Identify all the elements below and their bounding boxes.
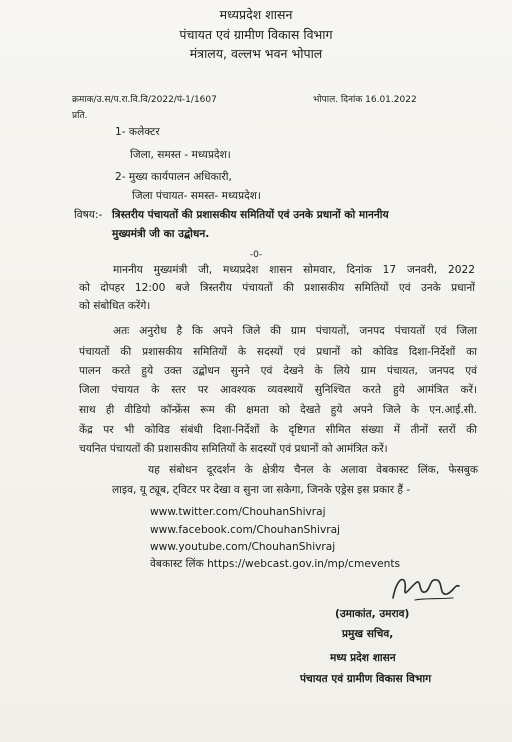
signatory-designation: प्रमुख सचिव,	[342, 628, 394, 640]
para2-line-4: जिला पंचायत के स्तर पर आवश्यक व्यवस्थायें सुनिश्चित करते हुये आमंत्रित करें।	[79, 384, 477, 396]
subject-line-2: मुख्यमंत्री जी का उद्बोधन.	[112, 228, 210, 240]
para1-line-1: माननीय मुख्यमंत्री जी, मध्यप्रदेश शासन सोमवार, दिनांक 17 जनवरी, 2022	[113, 264, 475, 276]
para2-line-1: अतः अनुरोध है कि अपने जिले की ग्राम पंचायतों, जनपद पंचायतों एवं जिला	[113, 325, 477, 337]
signatory-name: (उमाकांत, उमराव)	[335, 608, 410, 620]
prati-label: प्रति.	[72, 111, 88, 121]
para1-line-3: को संबोधित करेंगे।	[79, 300, 151, 312]
para1-line-2: को दोपहर 12:00 बजे त्रिस्तरीय पंचायतों की प्रशासकीय समितियों एवं उनके प्रधानों	[79, 282, 475, 294]
reference-number: क्रमाक/उ.स/प.रा.वि.वि/2022/पं-1/1607	[72, 95, 217, 105]
para2-line-2: पंचायतों की प्रशासकीय समितियों के सदस्यों एवं प्रधानों को कोविड दिशा-निर्देशों का	[79, 346, 477, 358]
youtube-link[interactable]: www.youtube.com/ChouhanShivraj	[150, 541, 336, 553]
recipient-1-scope: जिला, समस्त - मध्यप्रदेश।	[130, 149, 231, 161]
facebook-link[interactable]: www.facebook.com/ChouhanShivraj	[150, 524, 341, 536]
header-department: पंचायत एवं ग्रामीण विकास विभाग	[179, 27, 333, 42]
handwritten-signature	[385, 568, 465, 608]
webcast-link[interactable]: वेबकास्ट लिंक https://webcast.gov.in/mp/cmevents	[150, 558, 401, 570]
recipient-1-title: 1- कलेक्टर	[115, 126, 160, 138]
para2-line-7: चयनित पंचायतों की प्रशासकीय समितियों के सदस्यों एवं प्रधानों को आमंत्रित करें।	[79, 443, 388, 455]
separator: -0-	[249, 250, 263, 260]
para2-line-5: साथ ही वीडियो कॉन्फ्रेंस रूम की क्षमता को देखते हुये अपने जिले के एन.आई.सी.	[79, 404, 477, 416]
header-government: मध्यप्रदेश शासन	[219, 7, 293, 22]
recipient-2-title: 2- मुख्य कार्यपालन अधिकारी,	[115, 171, 232, 183]
subject-line-1: त्रिस्तरीय पंचायतों की प्रशासकीय समितियों एवं उनके प्रधानों को माननीय	[112, 209, 389, 221]
para3-line-1: यह संबोधन दूरदर्शन के क्षेत्रीय चैनल के अलावा वेबकास्ट लिंक, फेसबुक	[148, 464, 478, 476]
para2-line-3: पालन करते हुये उक्त उद्बोधन सुनने एवं देखने के लिये ग्राम पंचायत, जनपद एवं	[79, 365, 477, 377]
para3-line-2: लाइव, यू ट्यूब, ट्विटर पर देखा व सुना जा सकेगा, जिनके एड्रेस इस प्रकार हैं -	[112, 484, 411, 496]
signatory-department: पंचायत एवं ग्रामीण विकास विभाग	[300, 673, 432, 685]
reference-date: भोपाल. दिनांक 16.01.2022	[313, 95, 417, 105]
signatory-government: मध्य प्रदेश शासन	[330, 652, 396, 664]
twitter-link[interactable]: www.twitter.com/ChouhanShivraj	[150, 506, 326, 518]
subject-label: विषय:-	[74, 209, 103, 221]
recipient-2-scope: जिला पंचायत- समस्त- मध्यप्रदेश।	[132, 190, 261, 202]
para2-line-6: केंद्र पर भी कोविड संबंधी दिशा-निर्देशों के दृष्टिगत सीमित संख्या में तीनों स्तरों की	[79, 424, 477, 436]
header-address: मंत्रालय, वल्लभ भवन भोपाल	[189, 46, 323, 61]
